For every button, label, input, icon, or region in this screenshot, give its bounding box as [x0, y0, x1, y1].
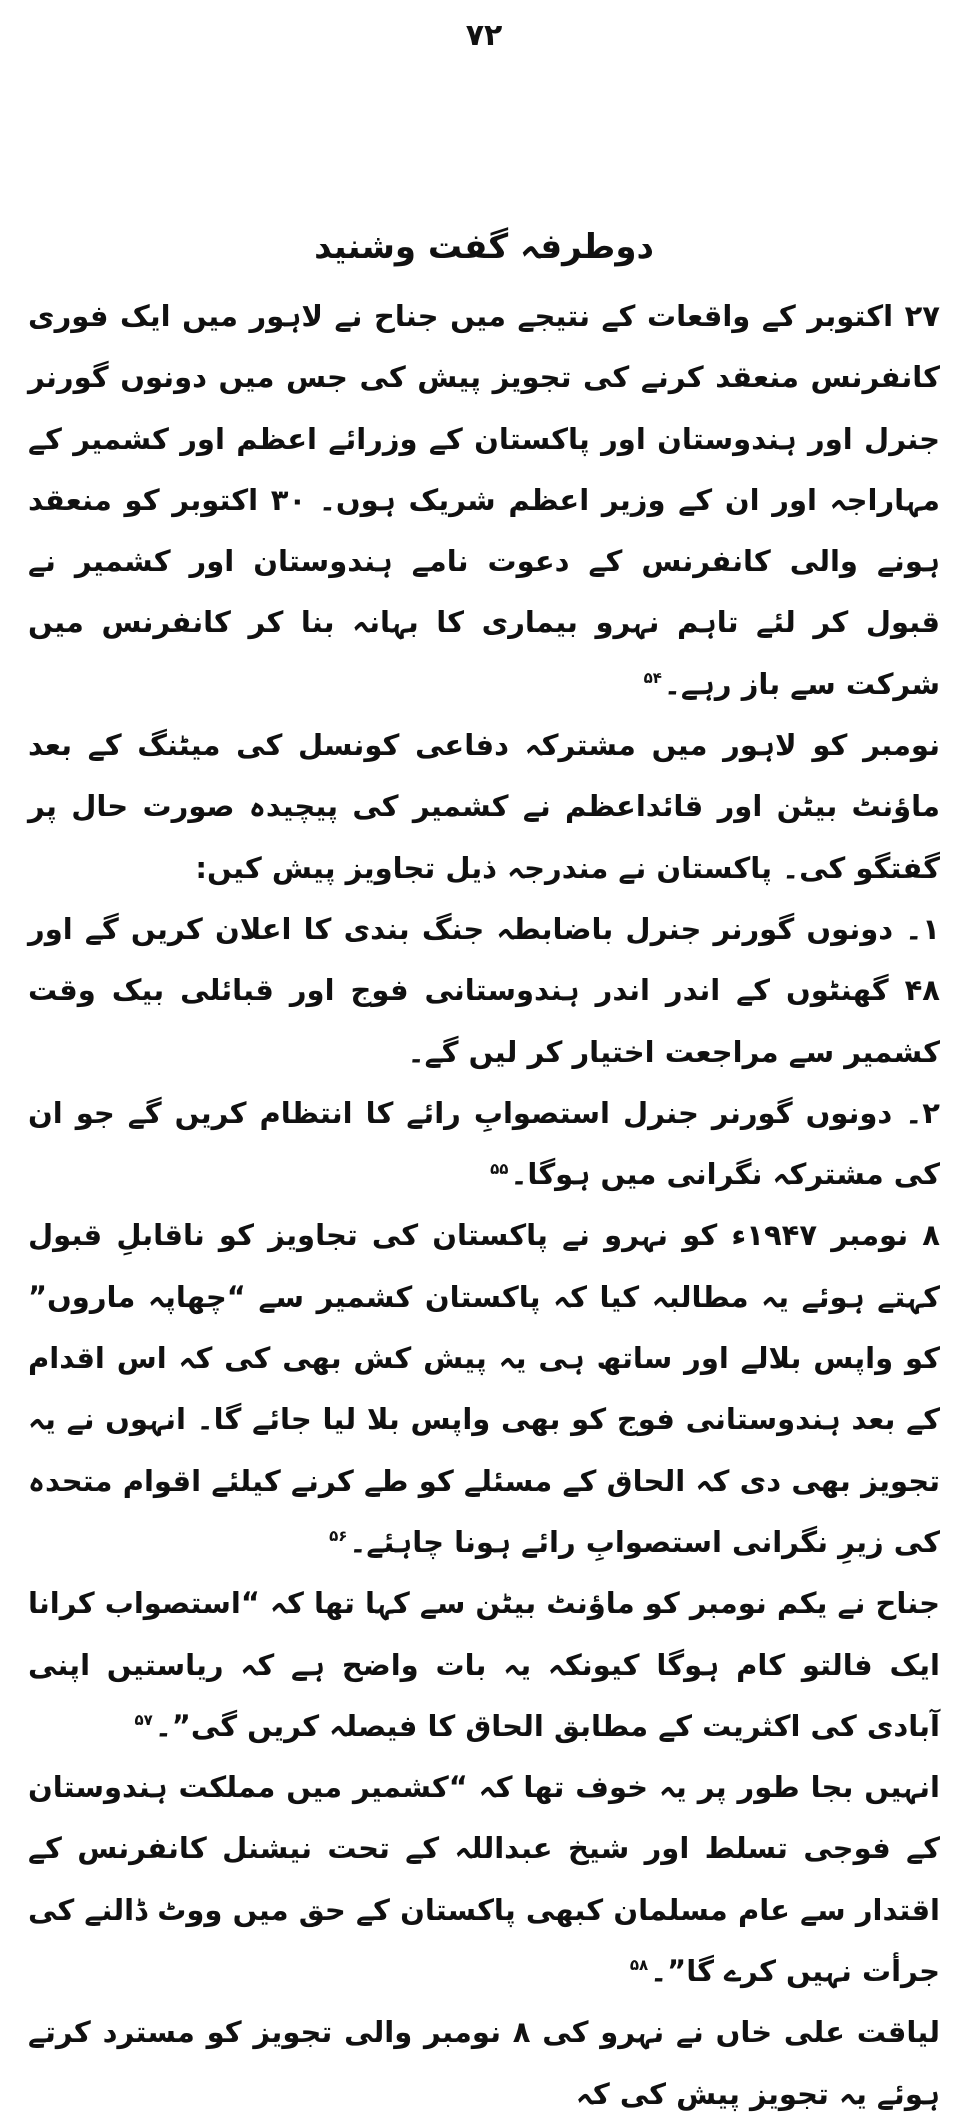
- paragraph: [28, 286, 940, 715]
- page-number: ۷۲: [465, 18, 503, 53]
- footnote-marker: ۵۴: [643, 669, 662, 688]
- paragraph-text: نومبر کو لاہور میں مشترکہ دفاعی کونسل کی میٹنگ کے بعد ماؤنٹ بیٹن اور قائداعظم نے کشمیر کی پیچیدہ صورت حال پر گفتگو کی۔ پاکستان نے مندرجہ ذیل تجاویز پیش کیں:: [28, 728, 940, 885]
- footnote-marker: ۵۶: [329, 1527, 348, 1546]
- paragraph-text: ۲۷ اکتوبر کے واقعات کے نتیجے میں جناح نے لاہور میں ایک فوری کانفرنس منعقد کرنے کی تجویز پیش کی جس میں دونوں گورنر جنرل اور ہندوستان اور پاکستان کے وزرائے اعظم اور کشمیر کے مہاراجہ اور ان کے وزیر اعظم شریک ہوں۔ ۳۰ اکتوبر کو منعقد ہونے والی کانفرنس کے دعوت نامے ہندوستان اور کشمیر نے قبول کر لئے تاہم نہرو بیماری کا بہانہ بنا کر کانفرنس میں شرکت سے باز رہے۔: [28, 299, 941, 701]
- paragraph-text: لیاقت علی خاں نے نہرو کی ۸ نومبر والی تجویز کو مسترد کرتے ہوئے یہ تجویز پیش کی کہ: [28, 2015, 940, 2111]
- paragraph-text: ۸ نومبر ۱۹۴۷ء کو نہرو نے پاکستان کی تجاویز کو ناقابلِ قبول کہتے ہوئے یہ مطالبہ کیا کہ پاکستان کشمیر سے “چھاپہ ماروں” کو واپس بلالے اور ساتھ ہی یہ پیش کش بھی کی کہ اس اقدام کے بعد ہندوستانی فوج کو بھی واپس بلا لیا جائے گا۔ انہوں نے یہ تجویز بھی دی کہ الحاق کے مسئلے کو طے کرنے کیلئے اقوام متحدہ کی زیرِ نگرانی استصوابِ رائے ہونا چاہئے۔: [28, 1218, 940, 1559]
- paragraph: [28, 715, 940, 899]
- footnote-marker: ۵۸: [629, 1956, 649, 1975]
- paragraph: [28, 1757, 940, 2002]
- footnote-marker: ۵۵: [490, 1159, 509, 1178]
- paragraph: [28, 1205, 940, 1573]
- section-heading: دوطرفہ گفت وشنید: [314, 227, 654, 267]
- body-text: [28, 286, 940, 2125]
- paragraph: [28, 1573, 940, 1757]
- proposal-item: [28, 1083, 940, 1206]
- proposal-item: [28, 899, 940, 1083]
- paragraph: [28, 2002, 940, 2125]
- proposal-text: ۱۔ دونوں گورنر جنرل باضابطہ جنگ بندی کا اعلان کریں گے اور ۴۸ گھنٹوں کے اندر اندر ہندوستانی فوج اور قبائلی بیک وقت کشمیر سے مراجعت اختیار کر لیں گے۔: [28, 911, 940, 1069]
- paragraph-text: انہیں بجا طور پر یہ خوف تھا کہ “کشمیر میں مملکت ہندوستان کے فوجی تسلط اور شیخ عبداللہ کے تحت نیشنل کانفرنس کے اقتدار سے عام مسلمان کبھی پاکستان کے حق میں ووٹ ڈالنے کی جرأت نہیں کرے گا”۔: [28, 1770, 940, 1989]
- proposal-text: ۲۔ دونوں گورنر جنرل استصوابِ رائے کا انتظام کریں گے جو ان کی مشترکہ نگرانی میں ہوگا۔: [28, 1095, 940, 1192]
- paragraph-text: جناح نے یکم نومبر کو ماؤنٹ بیٹن سے کہا تھا کہ “استصواب کرانا ایک فالتو کام ہوگا کیونکہ یہ بات واضح ہے کہ ریاستیں اپنی آبادی کی اکثریت کے مطابق الحاق کا فیصلہ کریں گی”۔: [28, 1586, 940, 1743]
- footnote-marker: ۵۷: [134, 1711, 153, 1730]
